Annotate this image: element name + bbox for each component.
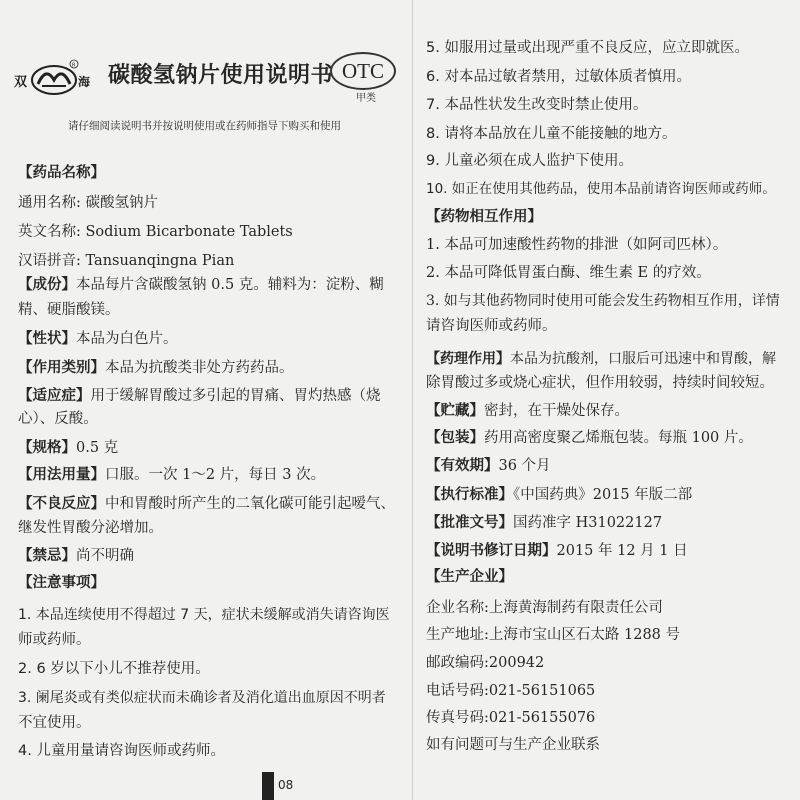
interaction-3-line-2: 请咨询医师或药师。 [426, 318, 557, 334]
generic-name-row: 通用名称: 碳酸氢钠片 [18, 195, 158, 211]
precaution-7: 7. 本品性状发生改变时禁止使用。 [426, 97, 648, 113]
interaction-2: 2. 本品可降低胃蛋白酶、维生素 E 的疗效。 [426, 265, 711, 281]
precaution-1-line-1: 1. 本品连续使用不得超过 7 天，症状未缓解或消失请咨询医 [18, 607, 390, 623]
composition-line-1: 【成份】本品每片含碳酸氢钠 0.5 克。辅料为：淀粉、糊 [18, 277, 384, 293]
interaction-3-line-1: 3. 如与其他药物同时使用可能会发生药物相互作用，详情 [426, 293, 780, 309]
indication-line-2: 心）、反酸。 [18, 411, 98, 427]
precaution-3-line-1: 3. 阑尾炎或有类似症状而未确诊者及消化道出血原因不明者 [18, 690, 386, 706]
approval-row: 【批准文号】国药准字 H31022127 [426, 515, 663, 531]
interactions-heading: 【药物相互作用】 [426, 209, 542, 225]
company-name-row: 企业名称:上海黄海制药有限责任公司 [426, 600, 663, 616]
drug-name-heading: 【药品名称】 [18, 165, 105, 181]
postal-code-row: 邮政编码:200942 [426, 655, 545, 671]
column-divider [412, 0, 413, 800]
svg-text:双: 双 [14, 75, 28, 90]
company-logo [12, 56, 94, 102]
pharmacology-line-1: 【药理作用】本品为抗酸剂，口服后可迅速中和胃酸，解 [426, 351, 776, 367]
category-row: 【作用类别】本品为抗酸类非处方药药品。 [18, 360, 294, 376]
precautions-heading: 【注意事项】 [18, 575, 105, 591]
precaution-9: 9. 儿童必须在成人监护下使用。 [426, 153, 633, 169]
storage-row: 【贮藏】密封，在干燥处保存。 [426, 403, 629, 419]
contact-note: 如有问题可与生产企业联系 [426, 737, 600, 753]
otc-badge [330, 52, 396, 90]
indication-line-1: 【适应症】用于缓解胃酸过多引起的胃痛、胃灼热感（烧 [18, 388, 381, 404]
usage-instruction: 请仔细阅读说明书并按说明使用或在药师指导下购买和使用 [68, 120, 341, 132]
precaution-2: 2. 6 岁以下小儿不推荐使用。 [18, 661, 210, 677]
interaction-1: 1. 本品可加速酸性药物的排泄（如阿司匹林）。 [426, 237, 728, 253]
precaution-8: 8. 请将本品放在儿童不能接触的地方。 [426, 126, 677, 142]
dosage-row: 【用法用量】口服。一次 1～2 片，每日 3 次。 [18, 467, 326, 483]
fax-row: 传真号码:021-56155076 [426, 710, 596, 726]
manufacturer-heading: 【生产企业】 [426, 569, 513, 585]
svg-text:R: R [72, 62, 76, 69]
pinyin-row: 汉语拼音: Tansuanqingna Pian [18, 253, 235, 269]
precaution-3-line-2: 不宜使用。 [18, 715, 91, 731]
contraindication-row: 【禁忌】尚不明确 [18, 548, 134, 564]
document-title: 碳酸氢钠片使用说明书 [108, 63, 334, 88]
address-row: 生产地址:上海市宝山区石太路 1288 号 [426, 627, 681, 643]
phone-row: 电话号码:021-56151065 [426, 683, 596, 699]
precaution-4: 4. 儿童用量请咨询医师或药师。 [18, 743, 225, 759]
specification-row: 【规格】0.5 克 [18, 440, 119, 456]
pharmacology-line-2: 除胃酸过多或烧心症状，但作用较弱，持续时间较短。 [426, 375, 774, 391]
composition-line-2: 精、硬脂酸镁。 [18, 302, 120, 318]
validity-row: 【有效期】36 个月 [426, 458, 551, 474]
adverse-line-2: 继发性胃酸分泌增加。 [18, 520, 163, 536]
standard-row: 【执行标准】《中国药典》2015 年版二部 [426, 487, 693, 503]
precaution-1-line-2: 师或药师。 [18, 632, 91, 648]
page-number-tab [262, 772, 274, 800]
precaution-6: 6. 对本品过敏者禁用，过敏体质者慎用。 [426, 69, 691, 85]
page-number: 08 [278, 778, 294, 792]
english-name-row: 英文名称: Sodium Bicarbonate Tablets [18, 224, 293, 240]
appearance-row: 【性状】本品为白色片。 [18, 331, 178, 347]
otc-class: 甲类 [356, 93, 376, 104]
precaution-5: 5. 如服用过量或出现严重不良反应，应立即就医。 [426, 40, 749, 56]
otc-label: OTC [342, 58, 384, 83]
package-row: 【包装】药用高密度聚乙烯瓶包装。每瓶 100 片。 [426, 430, 753, 446]
revision-date-row: 【说明书修订日期】2015 年 12 月 1 日 [426, 543, 688, 559]
adverse-line-1: 【不良反应】中和胃酸时所产生的二氧化碳可能引起嗳气、 [18, 496, 395, 512]
svg-text:海: 海 [78, 75, 91, 89]
precaution-10: 10. 如正在使用其他药品，使用本品前请咨询医师或药师。 [426, 181, 776, 197]
